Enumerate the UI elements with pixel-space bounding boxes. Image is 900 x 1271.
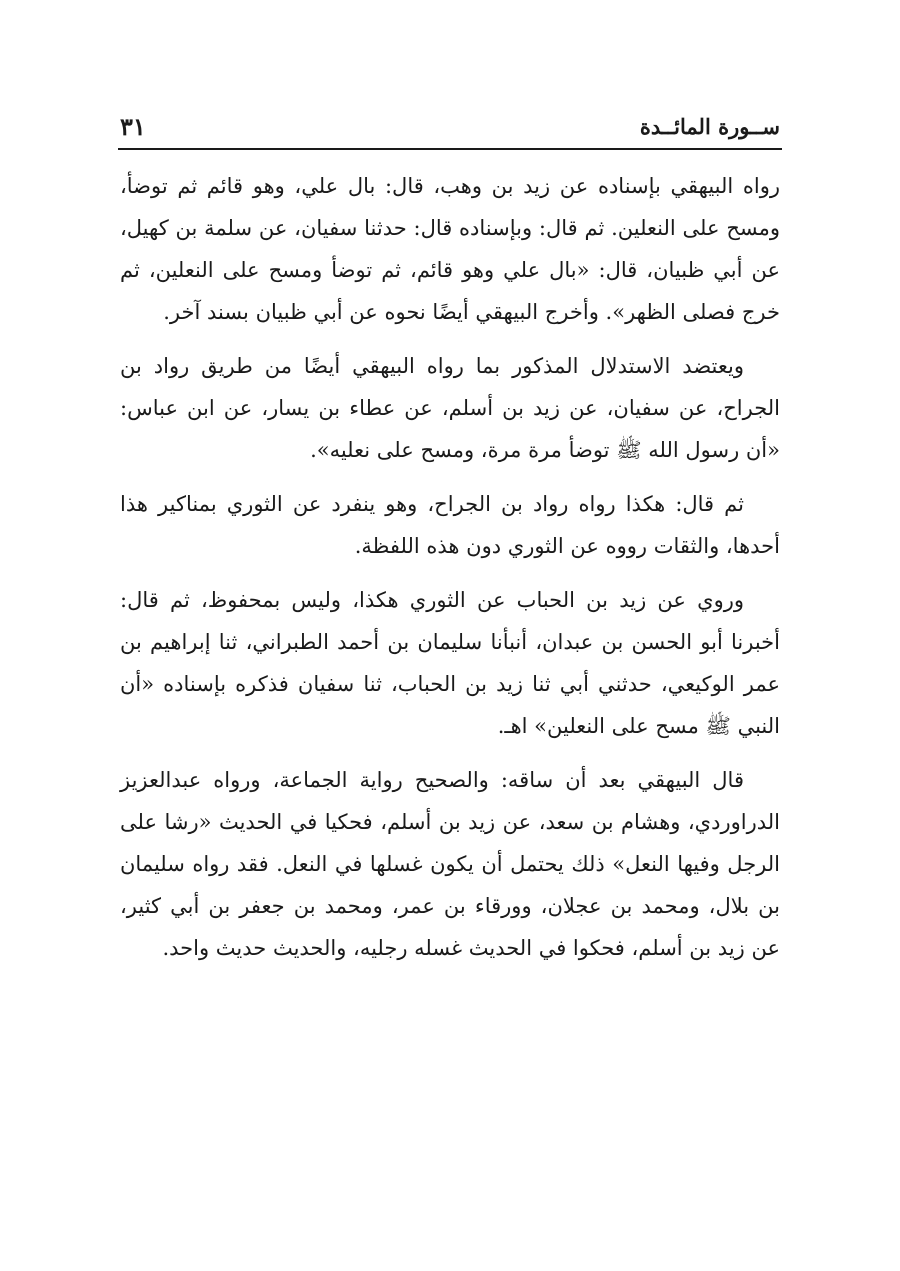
page-number: ٣١ — [120, 111, 146, 141]
header-rule — [118, 148, 782, 150]
paragraph: وروي عن زيد بن الحباب عن الثوري هكذا، وليس بمحفوظ، ثم قال: أخبرنا أبو الحسن بن عبدان، أنبأنا سليمان بن أحمد الطبراني، ثنا إبراهيم بن عمر الوكيعي، حدثني أبي ثنا زيد بن الحباب، ثنا سفيان فذكره بإسناده «أن النبي ﷺ مسح على النعلين» اهـ. — [120, 588, 780, 738]
paragraph: ثم قال: هكذا رواه رواد بن الجراح، وهو ينفرد عن الثوري بمناكير هذا أحدها، والثقات رووه عن الثوري دون هذه اللفظة. — [120, 492, 780, 558]
page-header — [120, 104, 780, 148]
page-body — [120, 165, 780, 981]
paragraph: ويعتضد الاستدلال المذكور بما رواه البيهقي أيضًا من طريق رواد بن الجراح، عن سفيان، عن زيد بن أسلم، عن عطاء بن يسار، عن ابن عباس: «أن رسول الله ﷺ توضأ مرة مرة، ومسح على نعليه». — [120, 354, 780, 462]
paragraph: قال البيهقي بعد أن ساقه: والصحيح رواية الجماعة، ورواه عبدالعزيز الدراوردي، وهشام بن سعد، عن زيد بن أسلم، فحكيا في الحديث «رشا على الرجل وفيها النعل» ذلك يحتمل أن يكون غسلها في النعل. فقد رواه سليمان بن بلال، ومحمد بن عجلان، وورقاء بن عمر، ومحمد بن جعفر بن أبي كثير، عن زيد بن أسلم، فحكوا في الحديث غسله رجليه، والحديث حديث واحد. — [120, 768, 780, 960]
paragraph: رواه البيهقي بإسناده عن زيد بن وهب، قال: بال علي، وهو قائم ثم توضأ، ومسح على النعلين. ثم قال: وبإسناده قال: حدثنا سفيان، عن سلمة بن كهيل، عن أبي ظبيان، قال: «بال علي وهو قائم، ثم توضأ ومسح على النعلين، ثم خرج فصلى الظهر». وأخرج البيهقي أيضًا نحوه عن أبي ظبيان بسند آخر. — [120, 174, 780, 324]
surah-title: ســورة المائــدة — [639, 113, 780, 139]
